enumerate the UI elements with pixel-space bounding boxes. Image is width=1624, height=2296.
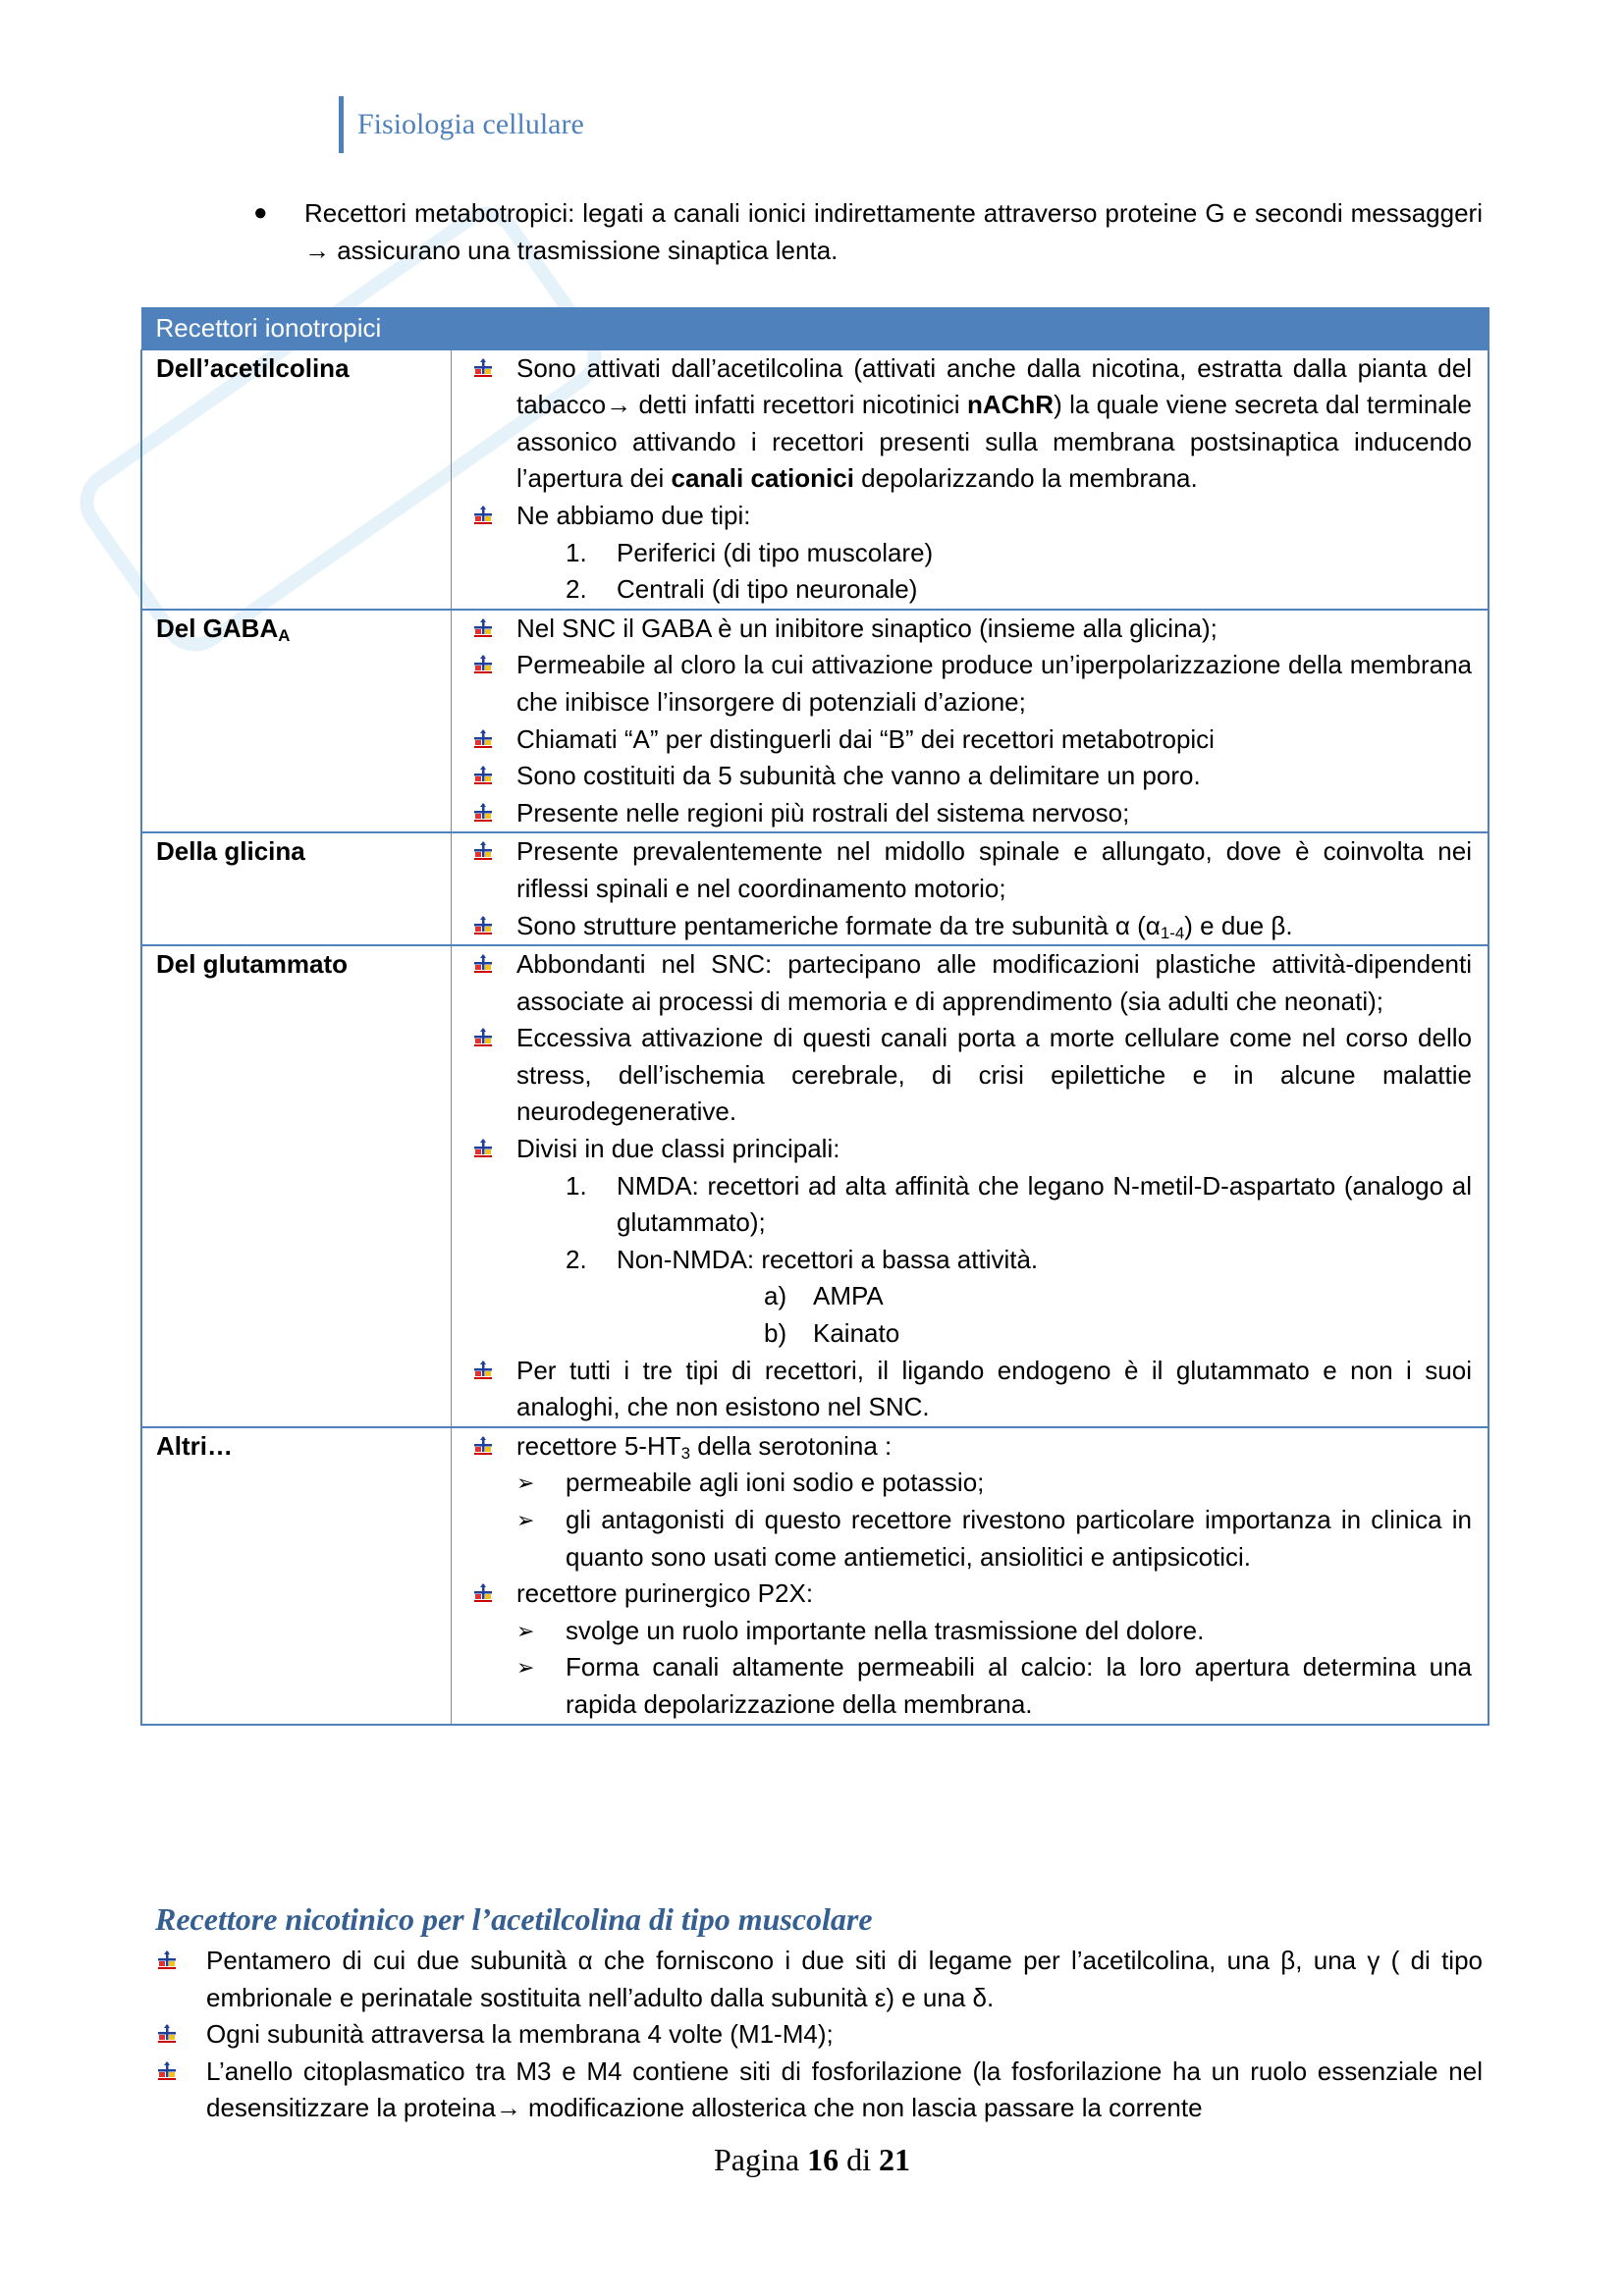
section-list	[155, 1943, 1483, 2127]
row-content	[452, 610, 1489, 833]
list-item	[461, 611, 1472, 648]
row-label	[141, 610, 452, 833]
table-row	[141, 1427, 1489, 1725]
list-item	[461, 1613, 1472, 1650]
item-text: Ne abbiamo due tipi:	[516, 500, 751, 530]
item-text: permeabile agli ioni sodio e potassio;	[566, 1468, 985, 1498]
row-content	[452, 1427, 1489, 1725]
list-item	[461, 498, 1472, 609]
list-item	[461, 647, 1472, 721]
item-text: Sono strutture pentameriche formate da tre subunità α (α	[516, 910, 1161, 940]
label-text: Del GABA	[156, 613, 279, 643]
list-item	[461, 908, 1472, 945]
item-text: Kainato	[813, 1318, 900, 1349]
bullet-marker-icon	[473, 358, 493, 378]
numbered-list	[516, 535, 1472, 609]
arrow-bullet-icon: ➢	[516, 1508, 535, 1532]
row-label: Altri…	[141, 1427, 452, 1725]
arrow-bullet-icon: ➢	[516, 1470, 535, 1496]
list-item	[516, 1278, 1472, 1315]
list-item	[461, 946, 1472, 1020]
item-text: recettore purinergico P2X:	[516, 1578, 814, 1609]
table-row	[141, 349, 1489, 610]
item-text: Pentamero di cui due subunità α che forniscono i due siti di legame per l’acetilcolina, una β, una γ ( di tipo embrionale e perinatale sostituita nell’adulto dalla subunità ε) e una δ.	[206, 1946, 1483, 2012]
item-number: 2.	[566, 1244, 587, 1274]
list-item	[461, 1649, 1472, 1723]
list-item	[461, 1502, 1472, 1575]
row-content	[452, 945, 1489, 1427]
intro-bullet	[245, 194, 1483, 269]
item-text: L’anello citoplasmatico tra M3 e M4 contiene siti di fosforilazione (la fosforilazione ha un ruolo essenziale nel desensitizzare la proteina→ modificazione allosterica che non lascia passare la corrente	[206, 2056, 1483, 2123]
bullet-marker-icon	[473, 618, 493, 638]
item-text: NMDA: recettori ad alta affinità che legano N-metil-D-aspartato (analogo al glutammato);	[617, 1170, 1472, 1238]
receptors-table	[140, 307, 1489, 1726]
bullet-marker-icon	[473, 841, 493, 861]
row-content	[452, 349, 1489, 610]
label-subscript: A	[278, 625, 291, 645]
footer-of: di	[846, 2142, 871, 2177]
list-item	[461, 1020, 1472, 1131]
row-content	[452, 832, 1489, 945]
page-number: 16	[807, 2142, 839, 2177]
item-text: Divisi in due classi principali:	[516, 1134, 840, 1164]
list-item	[155, 2016, 1483, 2054]
item-text: Per tutti i tre tipi di recettori, il ligando endogeno è il glutammato e non i suoi analoghi, che non esistono nel SNC.	[516, 1355, 1472, 1422]
bullet-marker-icon	[157, 1950, 177, 1970]
item-text: Presente prevalentemente nel midollo spinale e allungato, dove è coinvolta nei riflessi spinali e nel coordinamento motorio;	[516, 836, 1472, 903]
item-text: Nel SNC il GABA è un inibitore sinaptico (insieme alla glicina);	[516, 613, 1218, 643]
bullet-marker-icon	[473, 803, 493, 823]
row-label: Del glutammato	[141, 945, 452, 1427]
list-item	[516, 1168, 1472, 1242]
numbered-list	[516, 1168, 1472, 1353]
item-text: depolarizzando la membrana.	[853, 463, 1198, 494]
arrow-bullet-icon: ➢	[516, 1618, 535, 1643]
item-subscript: 1-4	[1160, 923, 1185, 942]
arrow-bullet-icon: ➢	[516, 1655, 535, 1681]
item-text: Periferici (di tipo muscolare)	[617, 537, 934, 567]
bullet-marker-icon	[473, 1583, 493, 1603]
list-item	[461, 1428, 1472, 1575]
bullet-marker-icon	[473, 954, 493, 974]
item-text: Sono costituiti da 5 subunità che vanno a delimitare un poro.	[516, 761, 1201, 791]
list-item	[461, 350, 1472, 498]
arrow-list	[461, 1613, 1472, 1724]
page-footer	[0, 2142, 1624, 2178]
item-text: Abbondanti nel SNC: partecipano alle modificazioni plastiche attività-dipendenti associate ai processi di memoria e di apprendimento (sia adulti che neonati);	[516, 949, 1472, 1016]
item-text: Ogni subunità attraversa la membrana 4 volte (M1-M4);	[206, 2019, 834, 2050]
table-row	[141, 832, 1489, 945]
item-number: 2.	[566, 574, 587, 605]
lettered-list	[516, 1278, 1472, 1352]
item-text: Forma canali altamente permeabili al calcio: la loro apertura determina una rapida depolarizzazione della membrana.	[566, 1652, 1472, 1719]
table-row	[141, 945, 1489, 1427]
item-text: Eccessiva attivazione di questi canali porta a morte cellulare come nel corso dello stress, dell’ischemia cerebrale, di crisi epilettiche e in alcune malattie neurodegenerative.	[516, 1023, 1472, 1127]
list-item	[155, 2054, 1483, 2127]
list-item	[516, 1315, 1472, 1353]
bullet-marker-icon	[157, 2024, 177, 2044]
list-item	[461, 1353, 1472, 1426]
item-text: Non-NMDA: recettori a bassa attività.	[617, 1244, 1039, 1274]
list-item	[461, 1575, 1472, 1723]
header-title: Fisiologia cellulare	[357, 108, 584, 140]
item-subscript: 3	[680, 1444, 691, 1464]
bullet-marker-icon	[157, 2061, 177, 2081]
footer-prefix: Pagina	[714, 2142, 800, 2177]
list-item	[516, 535, 1472, 572]
item-bold: canali cationici	[671, 463, 854, 494]
table-row	[141, 610, 1489, 833]
arrow-list	[461, 1465, 1472, 1575]
section-title: Recettore nicotinico per l’acetilcolina di tipo muscolare	[155, 1901, 873, 1937]
item-text: recettore 5-HT	[516, 1430, 681, 1461]
bullet-marker-icon	[473, 1028, 493, 1047]
item-text: ) e due β.	[1184, 910, 1293, 940]
item-text: ) la quale viene secreta dal terminale assonico attivando i recettori presenti sulla membrana postsinaptica inducendo l’apertura dei	[516, 390, 1472, 494]
list-item	[516, 571, 1472, 609]
list-item	[155, 1943, 1483, 2016]
row-label: Dell’acetilcolina	[141, 349, 452, 610]
bullet-marker-icon	[473, 1436, 493, 1456]
table-heading: Recettori ionotropici	[141, 308, 1489, 350]
item-text: gli antagonisti di questo recettore rivestono particolare importanza in clinica in quanto sono usati come antiemetici, ansiolitici e antipsicotici.	[566, 1505, 1472, 1572]
bullet-marker-icon	[473, 1361, 493, 1380]
list-item	[461, 1465, 1472, 1502]
item-letter: a)	[764, 1281, 787, 1311]
item-bold: nAChR	[966, 390, 1055, 420]
intro-text: Recettori metabotropici: legati a canali ionici indirettamente attraverso proteine G e secondi messaggeri → assicurano una trasmissione sinaptica lenta.	[304, 198, 1483, 265]
row-label: Della glicina	[141, 832, 452, 945]
item-text: Centrali (di tipo neuronale)	[617, 574, 918, 605]
item-text: della serotonina :	[690, 1430, 893, 1461]
bullet-marker-icon	[473, 655, 493, 674]
item-text: Permeabile al cloro la cui attivazione produce un’iperpolarizzazione della membrana che inibisce l’insorgere di potenziali d’azione;	[516, 650, 1472, 717]
list-item	[461, 833, 1472, 907]
list-item	[461, 721, 1472, 759]
bullet-marker-icon	[473, 916, 493, 935]
bullet-marker-icon	[473, 506, 493, 525]
page-header	[339, 96, 584, 153]
list-item	[461, 795, 1472, 832]
item-text: svolge un ruolo importante nella trasmissione del dolore.	[566, 1615, 1205, 1645]
item-number: 1.	[566, 537, 587, 567]
bullet-marker-icon	[473, 729, 493, 749]
item-letter: b)	[764, 1318, 787, 1349]
item-text: Chiamati “A” per distinguerli dai “B” dei recettori metabotropici	[516, 723, 1215, 754]
list-item	[461, 758, 1472, 795]
table-header-row	[141, 308, 1489, 350]
item-text: AMPA	[813, 1281, 884, 1311]
item-text: Sono attivati dall’acetilcolina (attivati anche dalla nicotina, estratta dalla pianta del tabacco→ detti infatti recettori nicotinici	[516, 352, 1472, 420]
list-item	[516, 1242, 1472, 1353]
item-text: Presente nelle regioni più rostrali del sistema nervoso;	[516, 797, 1130, 828]
item-number: 1.	[566, 1170, 587, 1201]
bullet-marker-icon	[473, 1139, 493, 1158]
list-item	[461, 1131, 1472, 1353]
bullet-marker-icon	[473, 766, 493, 785]
bullet-dot-icon: ●	[253, 199, 268, 226]
page-total: 21	[878, 2142, 910, 2177]
